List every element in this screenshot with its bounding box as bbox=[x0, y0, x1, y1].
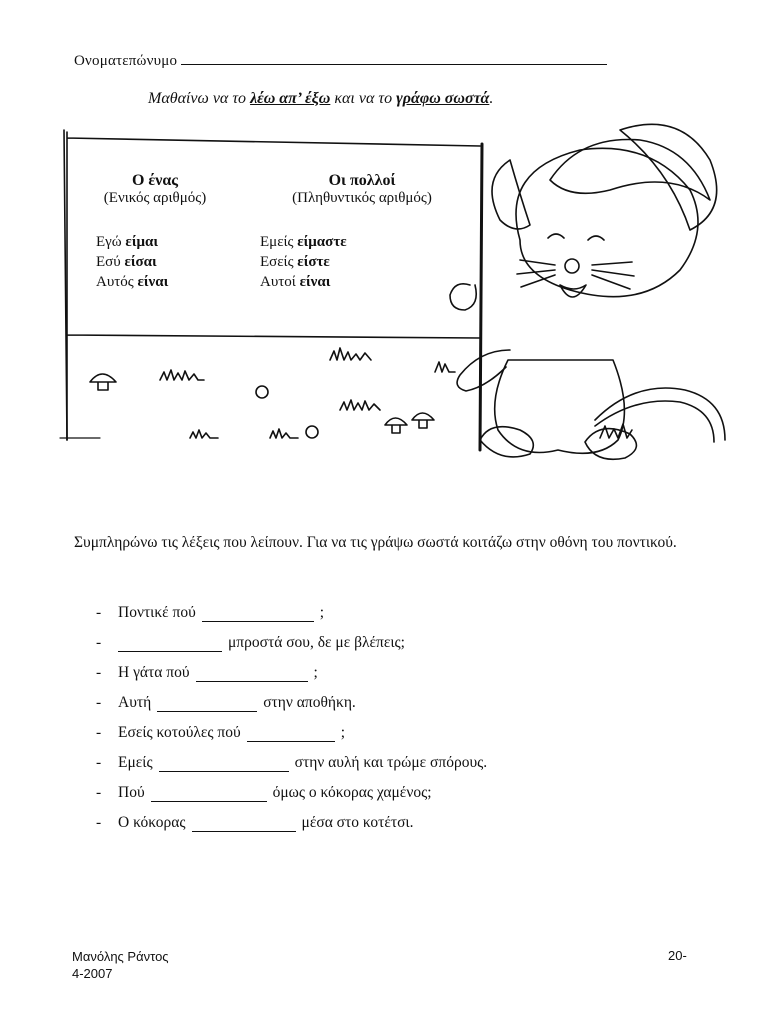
exercise-list bbox=[96, 592, 487, 832]
exercise-text: ; bbox=[340, 724, 345, 741]
mouse-whiskers bbox=[517, 260, 634, 289]
conjugation-row bbox=[260, 272, 347, 292]
subtitle-text-mid: και να το bbox=[330, 90, 397, 107]
exercise-text: Ο κόκορας bbox=[118, 814, 186, 831]
grass-tuft bbox=[330, 348, 371, 360]
exercise-text: Εμείς bbox=[118, 754, 153, 771]
exercise-text: στην αυλή και τρώμε σπόρους. bbox=[294, 754, 488, 771]
subtitle-emphasis-1: λέω απ’ έξω bbox=[250, 90, 331, 107]
mouse-tail bbox=[595, 388, 725, 442]
mouse-body bbox=[495, 360, 625, 453]
exercise-text: στην αποθήκη. bbox=[263, 694, 356, 711]
grass-tuft bbox=[435, 362, 455, 372]
verb-form: είμαι bbox=[125, 234, 159, 250]
subtitle-emphasis-2: γράφω σωστά bbox=[396, 90, 490, 107]
board-post-right bbox=[480, 144, 482, 450]
conjugation-row bbox=[96, 252, 168, 272]
plural-column-heading bbox=[262, 172, 462, 207]
singular-subtitle: (Ενικός αριθμός) bbox=[103, 190, 207, 206]
mouse-hand bbox=[450, 284, 476, 310]
plural-conjugation bbox=[260, 232, 347, 292]
exercise-text: μέσα στο κοτέτσι. bbox=[301, 814, 414, 831]
singular-conjugation bbox=[96, 232, 168, 292]
mouse-nose bbox=[565, 259, 579, 273]
mouse-ear-left bbox=[492, 160, 530, 229]
mouse-eye-left bbox=[548, 234, 564, 238]
grass-tuft bbox=[160, 370, 204, 380]
answer-blank[interactable] bbox=[247, 727, 335, 742]
pronoun: Αυτοί bbox=[260, 274, 300, 290]
mouse-arm bbox=[457, 350, 510, 391]
exercise-text: ; bbox=[319, 604, 325, 621]
footer-author bbox=[72, 948, 169, 982]
singular-column-heading bbox=[80, 172, 230, 207]
exercise-text: Πού bbox=[118, 784, 145, 801]
answer-blank[interactable] bbox=[118, 637, 222, 652]
grass-tuft bbox=[340, 400, 380, 410]
exercise-item: - Εμείς στην αυλή και τρώμε σπόρους. bbox=[96, 754, 488, 771]
mouse-eye-right bbox=[588, 236, 604, 240]
name-label: Ονοματεπώνυμο bbox=[74, 53, 178, 69]
verb-form: είναι bbox=[299, 274, 331, 290]
answer-blank[interactable] bbox=[192, 817, 296, 832]
conjugation-row bbox=[96, 232, 168, 252]
exercise-text: ; bbox=[313, 664, 318, 681]
pronoun: Αυτός bbox=[96, 274, 138, 290]
answer-blank[interactable] bbox=[157, 697, 257, 712]
exercise-text: Η γάτα πού bbox=[118, 664, 190, 681]
conjugation-row bbox=[96, 272, 168, 292]
name-field bbox=[74, 52, 607, 70]
mushroom bbox=[90, 374, 116, 390]
mushroom bbox=[385, 413, 434, 433]
instructions: Συμπληρώνω τις λέξεις που λείπουν. Για να τις γράψω σωστά κοιτάζω στην οθόνη του ποντικού. bbox=[74, 534, 677, 551]
singular-title: Ο ένας bbox=[131, 172, 179, 189]
verb-form: είναι bbox=[137, 274, 169, 290]
verb-form: είσαι bbox=[124, 254, 157, 270]
conjugation-row bbox=[260, 232, 347, 252]
pronoun: Εσύ bbox=[96, 254, 125, 270]
pronoun: Εγώ bbox=[96, 234, 126, 250]
grass-tuft bbox=[270, 429, 298, 438]
exercise-item: - Ποντικέ πού ; bbox=[96, 604, 325, 621]
exercise-item: - Πού όμως ο κόκορας χαμένος; bbox=[96, 784, 432, 801]
exercise-text: Αυτή bbox=[118, 694, 152, 711]
exercise-text: Ποντικέ πού bbox=[118, 604, 196, 621]
exercise-text: μπροστά σου, δε με βλέπεις; bbox=[228, 634, 405, 651]
verb-form: είστε bbox=[297, 254, 330, 270]
mouse-cap bbox=[550, 140, 710, 201]
subtitle-period: . bbox=[489, 90, 494, 107]
pronoun: Εσείς bbox=[260, 254, 298, 270]
author-name: Μανόλης Ράντος bbox=[72, 949, 169, 964]
exercise-item: - Ο κόκορας μέσα στο κοτέτσι. bbox=[96, 814, 414, 831]
exercise-item: - Αυτή στην αποθήκη. bbox=[96, 694, 356, 711]
answer-blank[interactable] bbox=[159, 757, 289, 772]
pronoun: Εμείς bbox=[260, 234, 298, 250]
exercise-item: - μπροστά σου, δε με βλέπεις; bbox=[96, 634, 405, 651]
grass-tuft bbox=[190, 430, 218, 438]
footer-date: 4-2007 bbox=[72, 966, 113, 981]
subtitle bbox=[148, 90, 493, 108]
exercise-text: Εσείς κοτούλες πού bbox=[118, 724, 241, 741]
exercise-item: - Η γάτα πού ; bbox=[96, 664, 318, 681]
name-blank[interactable] bbox=[181, 52, 607, 65]
grass-tuft bbox=[600, 424, 632, 438]
exercise-item: - Εσείς κοτούλες πού ; bbox=[96, 724, 345, 741]
mouse-head bbox=[516, 148, 698, 296]
plural-subtitle: (Πληθυντικός αριθμός) bbox=[292, 190, 432, 206]
subtitle-text: Μαθαίνω να το bbox=[148, 90, 251, 107]
answer-blank[interactable] bbox=[151, 787, 267, 802]
answer-blank[interactable] bbox=[202, 607, 314, 622]
answer-blank[interactable] bbox=[196, 667, 308, 682]
plural-title: Οι πολλοί bbox=[328, 172, 396, 189]
conjugation-row bbox=[260, 252, 347, 272]
page-number: 20- bbox=[668, 948, 687, 963]
verb-form: είμαστε bbox=[297, 234, 347, 250]
exercise-text: όμως ο κόκορας χαμένος; bbox=[272, 784, 432, 801]
